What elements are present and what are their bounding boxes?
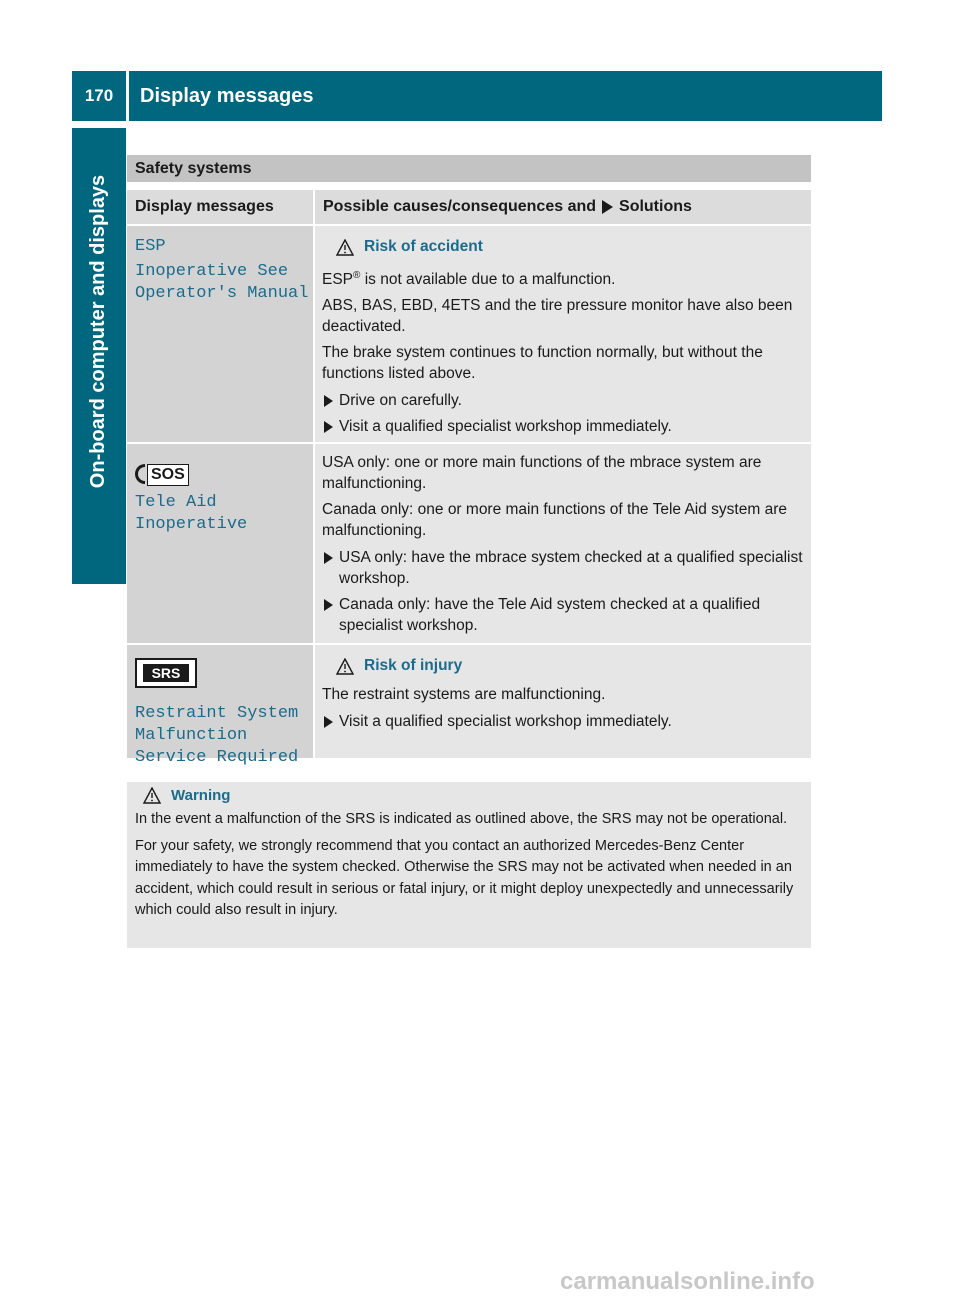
display-message-line: Operator's Manual	[135, 284, 309, 303]
table-header-solutions-label: Solutions	[619, 198, 692, 215]
table-row-tele-aid-message	[127, 444, 313, 643]
step-arrow-icon	[324, 395, 333, 407]
display-message-line: ESP	[135, 237, 166, 256]
cause-text: Canada only: one or more main functions of the Tele Aid system are malfunctioning.	[322, 501, 787, 539]
step-arrow-icon	[324, 716, 333, 728]
step-arrow-icon	[324, 421, 333, 433]
warning-triangle-icon	[336, 658, 354, 675]
watermark: carmanualsonline.info	[560, 1268, 815, 1295]
cause-text: The brake system continues to function normally, but without the functions listed above.	[322, 344, 763, 383]
table-header-causes-solutions	[315, 190, 811, 224]
risk-label: Risk of injury	[364, 657, 463, 674]
table-row-esp-message	[127, 226, 313, 442]
table-header-display-messages: Display messages	[127, 190, 313, 224]
table-row-srs-message	[127, 645, 313, 767]
warning-text: In the event a malfunction of the SRS is indicated as outlined above, the SRS may not be operational.	[135, 811, 788, 827]
page-number: 170	[84, 86, 114, 105]
chapter-side-tab-label: On-board computer and displays	[87, 174, 110, 488]
solution-step: Canada only: have the Tele Aid system checked at a qualified specialist workshop.	[322, 594, 803, 636]
step-arrow-icon	[324, 599, 333, 611]
display-message-line: Service Required	[135, 748, 299, 767]
solution-step: Visit a qualified specialist workshop immediately.	[322, 416, 803, 437]
cause-text: ABS, BAS, EBD, 4ETS and the tire pressure monitor have also been deactivated.	[322, 297, 793, 336]
solution-step: USA only: have the mbrace system checked at a qualified specialist workshop.	[322, 547, 803, 589]
display-message-line: Inoperative	[135, 515, 248, 534]
display-message-line: Tele Aid	[135, 493, 217, 512]
table-row-tele-aid-solutions	[315, 444, 811, 643]
warning-text: For your safety, we strongly recommend that you contact an authorized Mercedes-Benz Center immediately to have the system checked. Otherwise the SRS may not be activated when needed in an accident, which could result in serious or fatal injury, or it might deploy unexpectedly and unnecessarily which could also result in injury.	[135, 837, 794, 918]
table-row-srs-solutions	[315, 645, 811, 758]
solution-step: Visit a qualified specialist workshop immediately.	[322, 711, 803, 732]
warning-label: Warning	[171, 787, 231, 804]
cause-text: The restraint systems are malfunctioning.	[322, 686, 606, 703]
cause-text: ESP® is not available due to a malfunction.	[322, 270, 616, 289]
risk-of-accident-note	[336, 238, 803, 256]
solution-arrow-icon	[602, 200, 613, 214]
risk-label: Risk of accident	[364, 238, 483, 255]
page-title: Display messages	[140, 85, 314, 107]
warning-triangle-icon	[336, 239, 354, 256]
section-title: Safety systems	[135, 160, 252, 177]
cause-text: USA only: one or more main functions of the mbrace system are malfunctioning.	[322, 454, 762, 492]
chapter-side-tab-label-wrap	[72, 128, 126, 534]
header-divider	[126, 71, 129, 121]
table-row-esp-solutions	[315, 226, 811, 442]
step-arrow-icon	[324, 552, 333, 564]
display-message-line: Restraint System	[135, 704, 299, 723]
warning-box	[127, 782, 811, 948]
handset-icon	[135, 464, 145, 484]
risk-of-injury-note	[336, 657, 803, 675]
solution-step: Drive on carefully.	[322, 390, 803, 411]
display-message-line: Malfunction	[135, 726, 248, 745]
warning-heading	[143, 787, 803, 804]
sos-telephone-icon: SOS	[135, 456, 305, 486]
table-header-causes-label: Possible causes/consequences and	[323, 198, 597, 215]
warning-triangle-icon	[143, 787, 161, 804]
display-message-line: Inoperative See	[135, 262, 289, 281]
srs-airbag-icon: SRS	[135, 658, 197, 688]
